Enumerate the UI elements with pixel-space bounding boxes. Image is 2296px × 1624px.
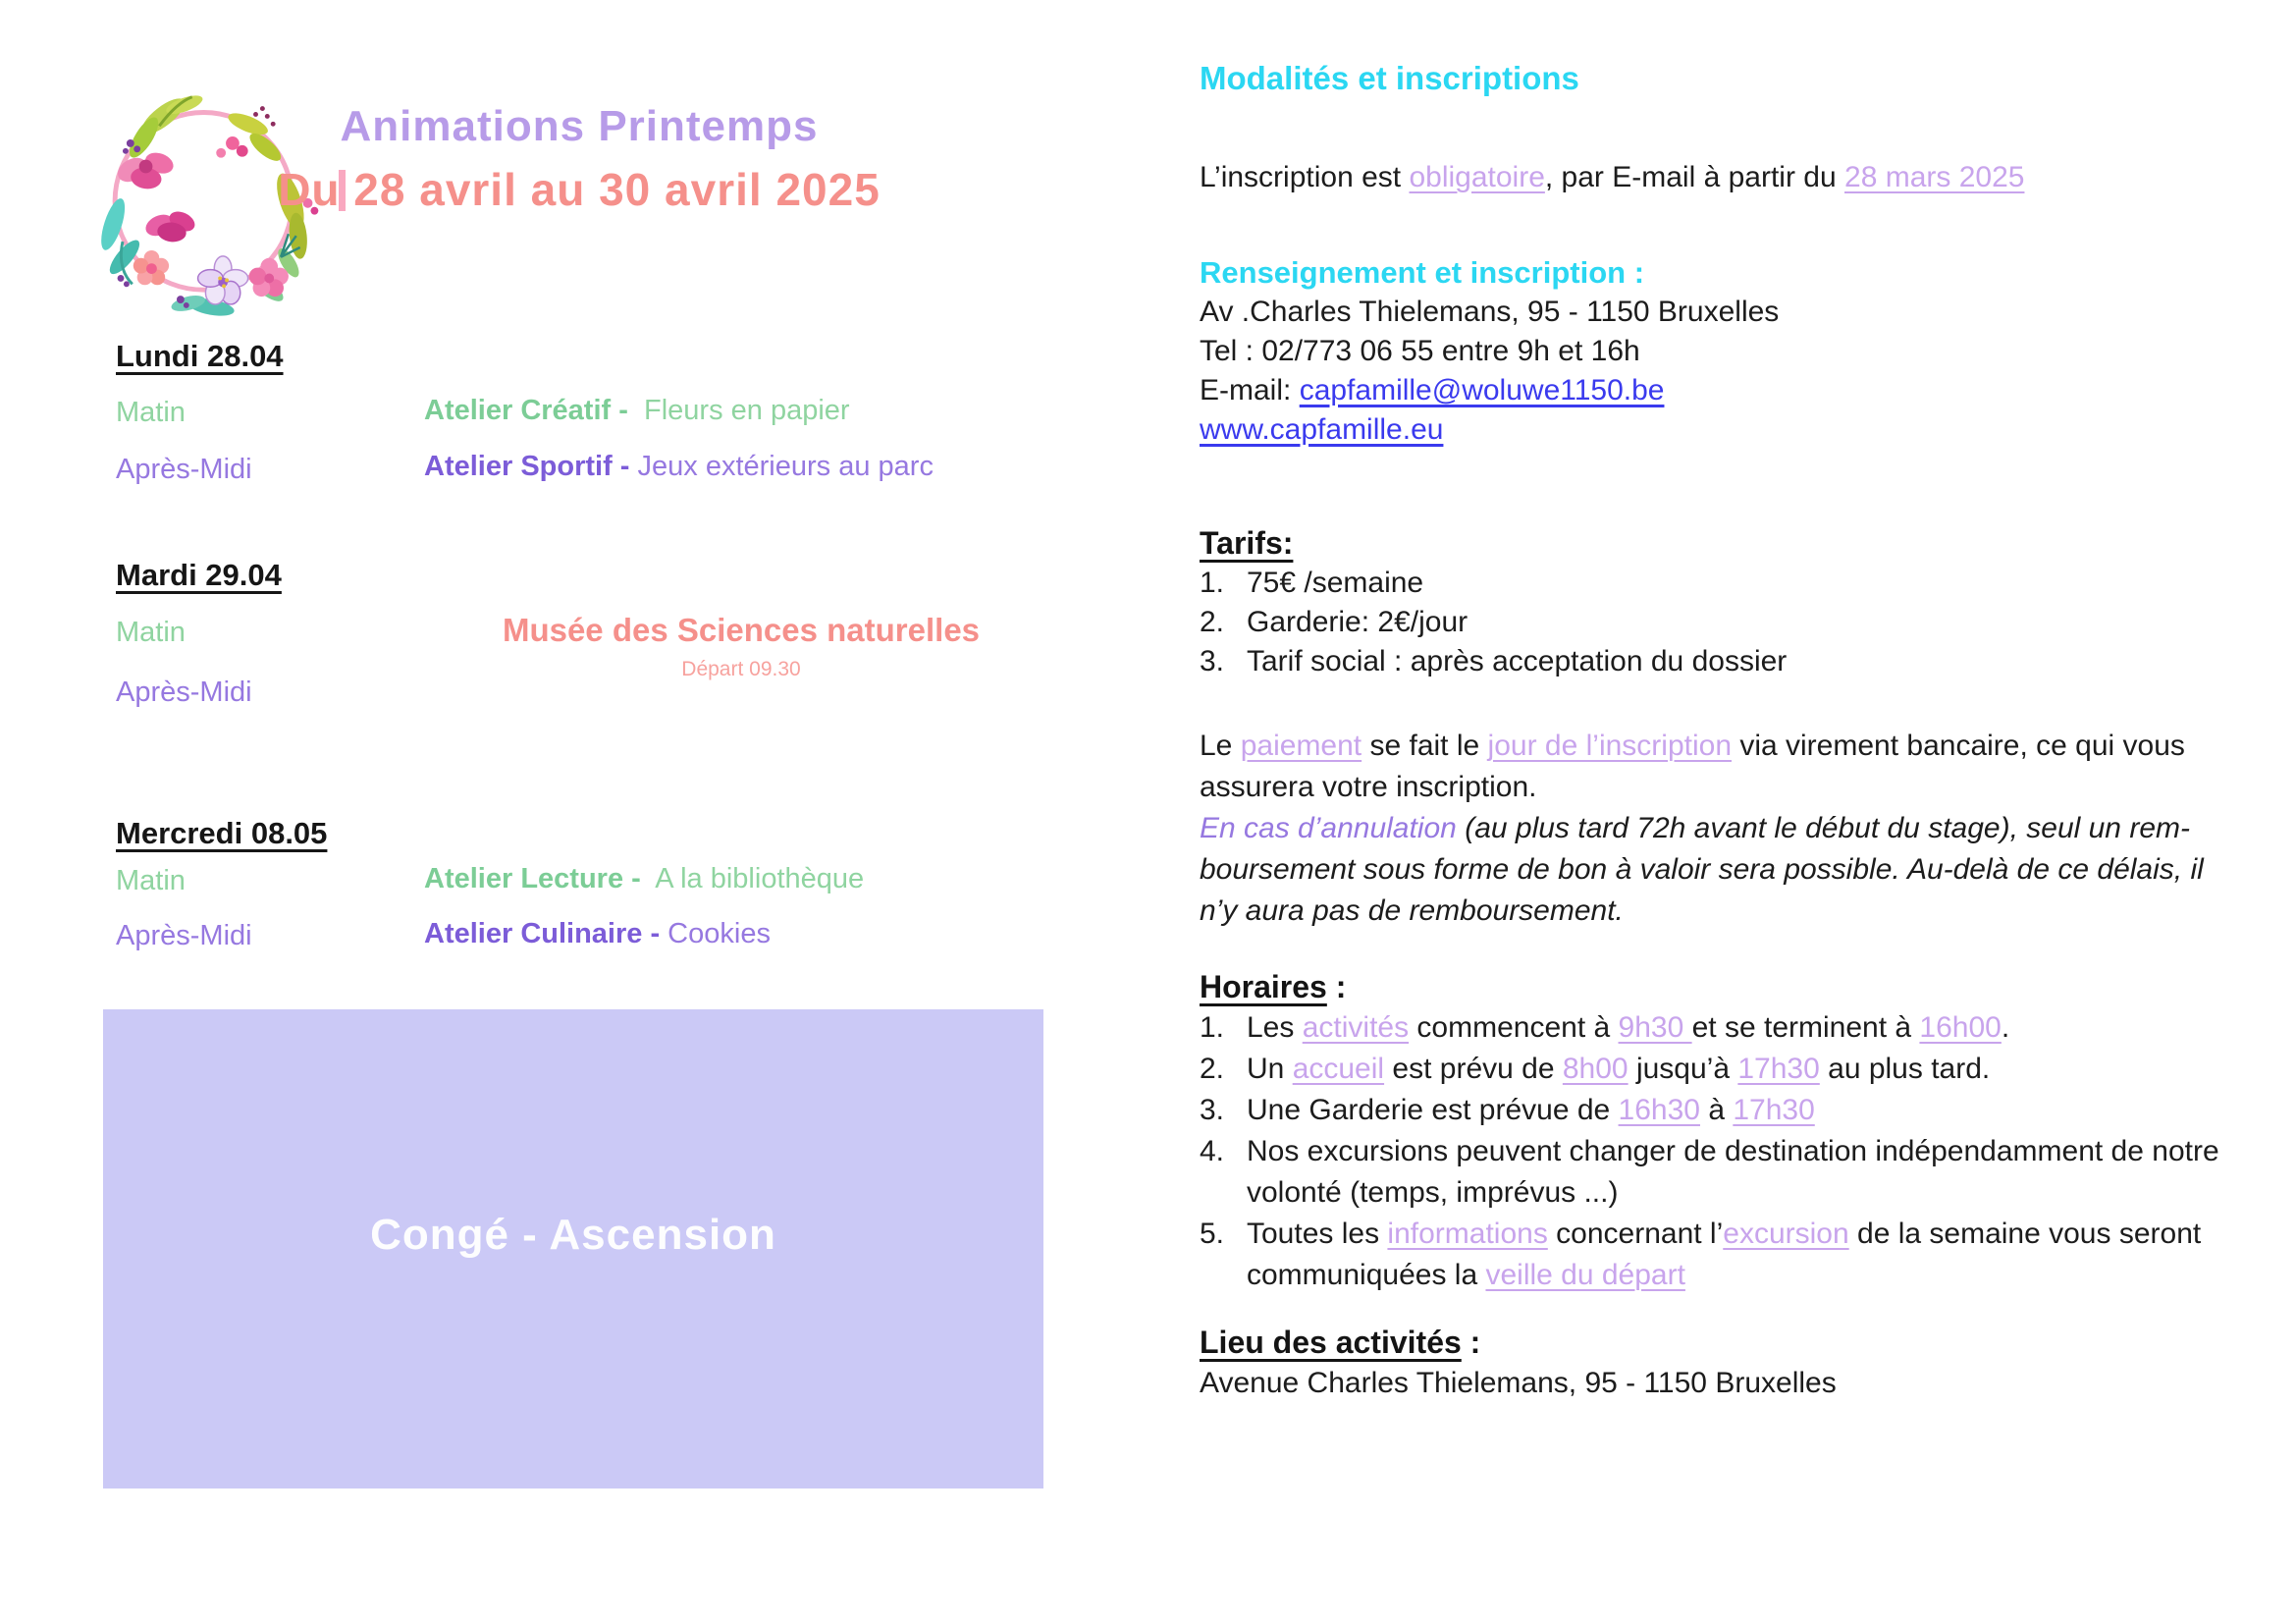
list-text — [1247, 1007, 2291, 1049]
holiday-banner — [103, 1009, 1043, 1489]
contact-phone: Tel : 02/773 06 55 entre 9h et 16h — [1200, 335, 1640, 367]
activity-morning-day3 — [424, 863, 864, 895]
list-text — [1247, 1131, 2291, 1214]
horaire-item — [1200, 1090, 2291, 1131]
activity-detail: Jeux extérieurs au parc — [637, 451, 934, 482]
activity-name: Atelier Créatif - — [424, 395, 636, 426]
inline-link[interactable]: paiement — [1240, 730, 1362, 762]
text-segment: commencent à — [1409, 1011, 1619, 1044]
text-segment: Le — [1200, 730, 1241, 762]
section-heading-horaires: Horaires — [1200, 969, 1327, 1004]
text-segment: à — [1699, 1094, 1734, 1126]
inline-link[interactable]: obligatoire — [1409, 161, 1545, 193]
list-number: 2. — [1200, 606, 1225, 638]
inline-link[interactable]: jour de l’inscription — [1487, 730, 1732, 762]
activity-morning-day1 — [424, 395, 850, 427]
day-heading-mardi: Mardi 29.04 — [116, 558, 282, 592]
list-number: 5. — [1200, 1218, 1225, 1250]
inline-link[interactable]: accueil — [1292, 1053, 1385, 1085]
day-heading-lundi: Lundi 28.04 — [116, 339, 284, 373]
inline-link[interactable]: excursion — [1723, 1218, 1849, 1250]
horaire-item — [1200, 1007, 2291, 1049]
text-segment: communiquées la — [1247, 1259, 1486, 1291]
text-segment: au plus tard. — [1819, 1053, 1991, 1085]
text-segment: Tarif social : après acceptation du dossier — [1247, 645, 1788, 677]
section-heading-modalites: Modalités et inscriptions — [1200, 60, 1579, 96]
text-segment: Les — [1247, 1011, 1303, 1044]
text-segment: Toutes les — [1247, 1218, 1388, 1250]
text-segment: via virement bancaire, ce qui vous — [1732, 730, 2185, 762]
inline-link[interactable]: 28 mars 2025 — [1844, 161, 2025, 193]
horaire-item — [1200, 1049, 2291, 1090]
text-segment: concernant l’ — [1547, 1218, 1724, 1250]
page-subtitle: Du 28 avril au 30 avril 2025 — [278, 164, 881, 215]
list-text — [1247, 603, 2291, 642]
section-heading-tarifs: Tarifs: — [1200, 525, 1294, 561]
list-text — [1247, 564, 2291, 603]
cancellation-paragraph — [1200, 808, 2291, 932]
list-text — [1247, 1214, 2291, 1296]
holiday-banner-label: Congé - Ascension — [370, 1211, 776, 1259]
website-link[interactable]: www.capfamille.eu — [1200, 413, 1444, 446]
horaire-item — [1200, 1131, 2291, 1214]
activity-detail: Cookies — [667, 918, 771, 949]
list-number: 3. — [1200, 1094, 1225, 1126]
section-lieu — [1200, 1322, 2291, 1404]
section-horaires — [1200, 966, 2291, 1296]
text-segment: assurera votre inscription. — [1200, 771, 1537, 803]
period-label-afternoon: Après-Midi — [116, 454, 252, 485]
list-number: 4. — [1200, 1135, 1225, 1167]
heading-colon: : — [1461, 1325, 1481, 1360]
inline-link[interactable]: 17h30 — [1737, 1053, 1820, 1085]
list-number: 1. — [1200, 567, 1225, 599]
venue-address: Avenue Charles Thielemans, 95 - 1150 Bruxelles — [1200, 1367, 1837, 1399]
list-text — [1247, 642, 2291, 681]
heading-colon: : — [1326, 969, 1347, 1004]
section-heading-contact: Renseignement et inscription : — [1200, 255, 1645, 290]
excursion-departure-note: Départ 09.30 — [681, 658, 801, 680]
day-heading-mercredi: Mercredi 08.05 — [116, 816, 328, 850]
list-text — [1247, 1090, 2291, 1131]
text-segment: Garderie: 2€/jour — [1247, 606, 1468, 638]
inline-link[interactable]: 17h30 — [1733, 1094, 1815, 1126]
activity-detail: A la bibliothèque — [648, 863, 865, 894]
header — [250, 102, 908, 216]
contact-email-line — [1200, 371, 2291, 410]
text-segment: se fait le — [1362, 730, 1488, 762]
list-number: 1. — [1200, 1011, 1225, 1044]
text-segment: boursement sous forme de bon à valoir sera possible. Au-delà de ce délais, il — [1200, 853, 2204, 886]
list-number: 2. — [1200, 1053, 1225, 1085]
activity-detail: Fleurs en papier — [635, 395, 850, 426]
section-tarifs — [1200, 522, 2291, 681]
text-segment: 75€ /semaine — [1247, 567, 1424, 599]
text-segment: En cas d’annulation — [1200, 812, 1466, 844]
email-link[interactable]: capfamille@woluwe1150.be — [1299, 374, 1665, 406]
registration-intro — [1200, 157, 2291, 198]
inline-link[interactable]: veille du départ — [1485, 1259, 1685, 1291]
inline-link[interactable]: activités — [1302, 1011, 1410, 1044]
inline-link[interactable]: 16h00 — [1919, 1011, 2002, 1044]
horaire-item — [1200, 1214, 2291, 1296]
text-segment: n’y aura pas de remboursement. — [1200, 894, 1624, 927]
contact-address: Av .Charles Thielemans, 95 - 1150 Bruxelles — [1200, 296, 1780, 328]
text-segment: Un — [1247, 1053, 1293, 1085]
list-number: 3. — [1200, 645, 1225, 677]
activity-afternoon-day3 — [424, 918, 771, 950]
tarif-item — [1200, 642, 2291, 681]
inline-link[interactable]: informations — [1387, 1218, 1548, 1250]
inline-link[interactable]: 16h30 — [1618, 1094, 1700, 1126]
period-label-afternoon: Après-Midi — [116, 920, 252, 951]
text-segment: de la semaine vous seront — [1848, 1218, 2202, 1250]
tarif-item — [1200, 564, 2291, 603]
activity-name: Atelier Lecture - — [424, 863, 649, 894]
list-text — [1247, 1049, 2291, 1090]
activity-afternoon-day1 — [424, 451, 934, 483]
period-label-morning: Matin — [116, 617, 186, 648]
section-heading-lieu: Lieu des activités — [1200, 1325, 1462, 1360]
text-segment: . — [2001, 1011, 2010, 1044]
text-segment: Une Garderie est prévue de — [1247, 1094, 1619, 1126]
text-segment: est prévu de — [1384, 1053, 1563, 1085]
activity-name: Atelier Sportif - — [424, 451, 638, 482]
info-column — [1200, 59, 2291, 1404]
period-label-morning: Matin — [116, 397, 186, 428]
inline-link[interactable]: 8h00 — [1562, 1053, 1629, 1085]
period-label-afternoon: Après-Midi — [116, 677, 252, 708]
inline-link[interactable]: 9h30 — [1618, 1011, 1692, 1044]
contact-website-line — [1200, 410, 2291, 450]
activity-name: Atelier Culinaire - — [424, 918, 668, 949]
excursion-event — [447, 612, 1036, 681]
page-title: Animations Printemps — [340, 102, 819, 150]
text-segment: volonté (temps, imprévus ...) — [1247, 1176, 1619, 1209]
text-segment: et se terminent à — [1691, 1011, 1920, 1044]
text-segment: jusqu’à — [1628, 1053, 1738, 1085]
text-segment: L’inscription est — [1200, 161, 1410, 193]
tarif-item — [1200, 603, 2291, 642]
text-segment: , par E-mail à partir du — [1544, 161, 1845, 193]
excursion-title: Musée des Sciences naturelles — [502, 612, 981, 648]
payment-paragraph — [1200, 726, 2291, 808]
email-label: E-mail: — [1200, 374, 1300, 406]
text-segment: Nos excursions peuvent changer de destination indépendamment de notre — [1247, 1135, 2219, 1167]
text-segment: (au plus tard 72h avant le début du stage), seul un rem- — [1465, 812, 2190, 844]
period-label-morning: Matin — [116, 865, 186, 896]
